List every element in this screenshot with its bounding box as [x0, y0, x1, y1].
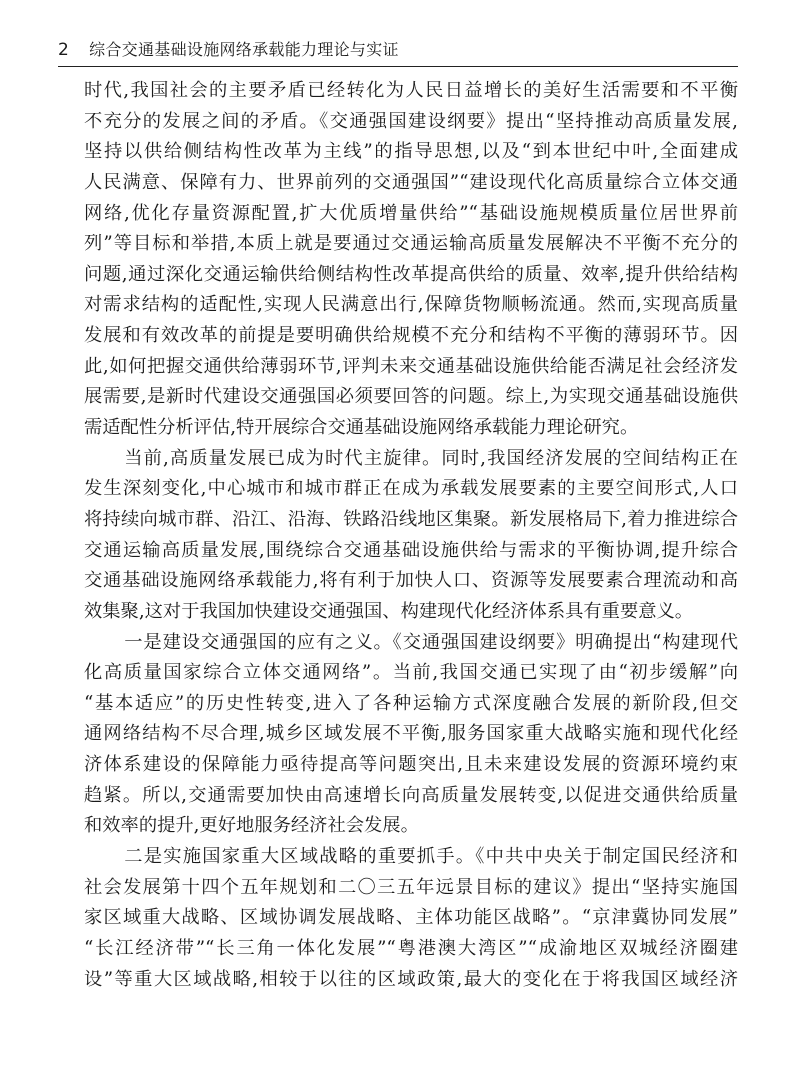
text-line: 对需求结构的适配性,实现人民满意出行,保障货物顺畅流通。然而,实现高质量 [84, 294, 738, 316]
text-line: 和效率的提升,更好地服务经济社会发展。 [84, 815, 419, 837]
text-line: 交通基础设施网络承载能力,将有利于加快人口、资源等发展要素合理流动和高 [84, 570, 738, 592]
body-text [84, 76, 738, 995]
text-line: 家区域重大战略、区域协调发展战略、主体功能区战略”。“京津冀协同发展” [84, 907, 738, 929]
text-line: 时代,我国社会的主要矛盾已经转化为人民日益增长的美好生活需要和不平衡 [84, 80, 738, 101]
text-line: “基本适应”的历史性转变,进入了各种运输方式深度融合发展的新阶段,但交 [84, 692, 738, 714]
text-line: 将持续向城市群、沿江、沿海、铁路沿线地区集聚。新发展格局下,着力推进综合 [84, 508, 738, 530]
text-line: 化高质量国家综合立体交通网络”。当前,我国交通已实现了由“初步缓解”向 [84, 662, 738, 684]
page-number: 2 [58, 40, 69, 60]
text-line: 济体系建设的保障能力亟待提高等问题突出,且未来建设发展的资源环境约束 [84, 754, 738, 776]
text-line: 设”等重大区域战略,相较于以往的区域政策,最大的变化在于将我国区域经济 [84, 968, 738, 990]
text-line: 需适配性分析评估,特开展综合交通基础设施网络承载能力理论研究。 [84, 417, 639, 439]
text-line: 社会发展第十四个五年规划和二〇三五年远景目标的建议》提出“坚持实施国 [84, 876, 738, 898]
text-line: “长江经济带”“长三角一体化发展”“粤港澳大湾区”“成渝地区双城经济圈建 [84, 937, 738, 959]
text-line: 发展和有效改革的前提是要明确供给规模不充分和结构不平衡的薄弱环节。因 [84, 325, 738, 347]
text-line: 网络,优化存量资源配置,扩大优质增量供给”“基础设施规模质量位居世界前 [84, 202, 738, 224]
text-line: 不充分的发展之间的矛盾。《交通强国建设纲要》提出“坚持推动高质量发展, [84, 110, 738, 132]
text-line: 一是建设交通强国的应有之义。《交通强国建设纲要》明确提出“构建现代 [124, 631, 738, 653]
running-title: 综合交通基础设施网络承载能力理论与实证 [89, 40, 399, 59]
text-line: 通网络结构不尽合理,城乡区域发展不平衡,服务国家重大战略实施和现代化经 [84, 723, 738, 745]
text-line: 效集聚,这对于我国加快建设交通强国、构建现代化经济体系具有重要意义。 [84, 600, 694, 622]
text-line: 发生深刻变化,中心城市和城市群正在成为承载发展要素的主要空间形式,人口 [84, 478, 738, 500]
text-line: 列”等目标和举措,本质上就是要通过交通运输高质量发展解决不平衡不充分的 [84, 233, 738, 255]
text-line: 人民满意、保障有力、世界前列的交通强国”“建设现代化高质量综合立体交通 [84, 171, 738, 193]
text-line: 问题,通过深化交通运输供给侧结构性改革提高供给的质量、效率,提升供给结构 [84, 263, 738, 285]
text-line: 坚持以供给侧结构性改革为主线”的指导思想,以及“到本世纪中叶,全面建成 [84, 141, 738, 163]
text-line: 交通运输高质量发展,围绕综合交通基础设施供给与需求的平衡协调,提升综合 [84, 539, 738, 561]
page-header [58, 40, 738, 67]
text-line: 当前,高质量发展已成为时代主旋律。同时,我国经济发展的空间结构正在 [124, 447, 738, 469]
text-line: 二是实施国家重大区域战略的重要抓手。《中共中央关于制定国民经济和 [124, 846, 738, 868]
text-line: 趋紧。所以,交通需要加快由高速增长向高质量发展转变,以促进交通供给质量 [84, 784, 738, 806]
text-line: 展需要,是新时代建设交通强国必须要回答的问题。综上,为实现交通基础设施供 [84, 386, 738, 408]
text-line: 此,如何把握交通供给薄弱环节,评判未来交通基础设施供给能否满足社会经济发 [84, 355, 738, 377]
